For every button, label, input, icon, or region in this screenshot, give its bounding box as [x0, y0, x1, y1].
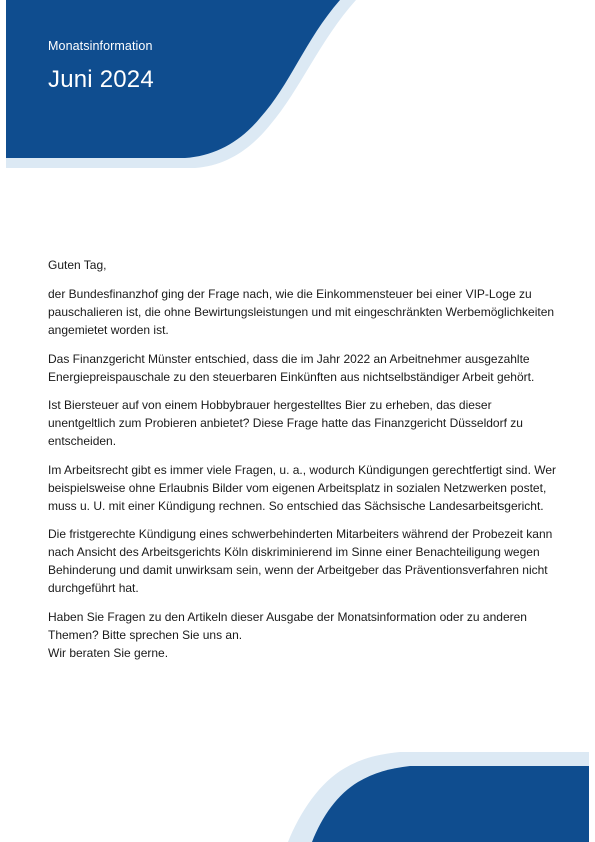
letter-body — [48, 256, 558, 672]
letter-paragraph: Ist Biersteuer auf von einem Hobbybrauer hergestelltes Bier zu erheben, das dieser unentgeltlich zum Probieren anbietet? Diese Frage hatte das Finanzgericht Düsseldorf zu entscheiden. — [48, 398, 523, 448]
letter-closing — [48, 608, 558, 662]
letter-paragraph: Im Arbeitsrecht gibt es immer viele Fragen, u. a., wodurch Kündigungen gerechtfertigt sind. Wer beispielsweise ohne Erlaubnis Bilder vom eigenen Arbeitsplatz in sozialen Netzwerken postet, muss u. U. mit einer Kündigung rechnen. So entschied das Sächsische Landesarbeitsgericht. — [48, 462, 557, 513]
header-issue-date: Juni 2024 — [48, 66, 154, 93]
closing-sign: Wir beraten Sie gerne. — [48, 645, 169, 660]
closing-question: Haben Sie Fragen zu den Artikeln dieser Ausgabe der Monatsinformation oder zu anderen Themen? Bitte sprechen Sie uns an. — [48, 609, 527, 642]
header-title-block — [48, 38, 154, 95]
footer-wave-shape — [0, 752, 595, 842]
letter-paragraph: Das Finanzgericht Münster entschied, dass die im Jahr 2022 an Arbeitnehmer ausgezahlte Energiepreispauschale zu den steuerbaren Einkünften aus nichtselbständiger Arbeit gehört. — [48, 351, 535, 384]
header-kicker: Monatsinformation — [48, 39, 153, 53]
letter-paragraph: der Bundesfinanzhof ging der Frage nach, wie die Einkommensteuer bei einer VIP-Loge zu pauschalieren ist, die ohne Bewirtungsleistungen und mit eingeschränkten Werbemöglichkeiten angemietet worden ist. — [48, 287, 555, 337]
letter-greeting: Guten Tag, — [48, 258, 107, 272]
letter-paragraph: Die fristgerechte Kündigung eines schwerbehinderten Mitarbeiters während der Probezeit kann nach Ansicht des Arbeitsgerichts Köln diskriminierend im Sinne einer Benachteiligung wegen Behinderung und damit unwirksam sein, wenn der Arbeitgeber das Präventionsverfahren nicht durchgeführt hat. — [48, 527, 553, 595]
